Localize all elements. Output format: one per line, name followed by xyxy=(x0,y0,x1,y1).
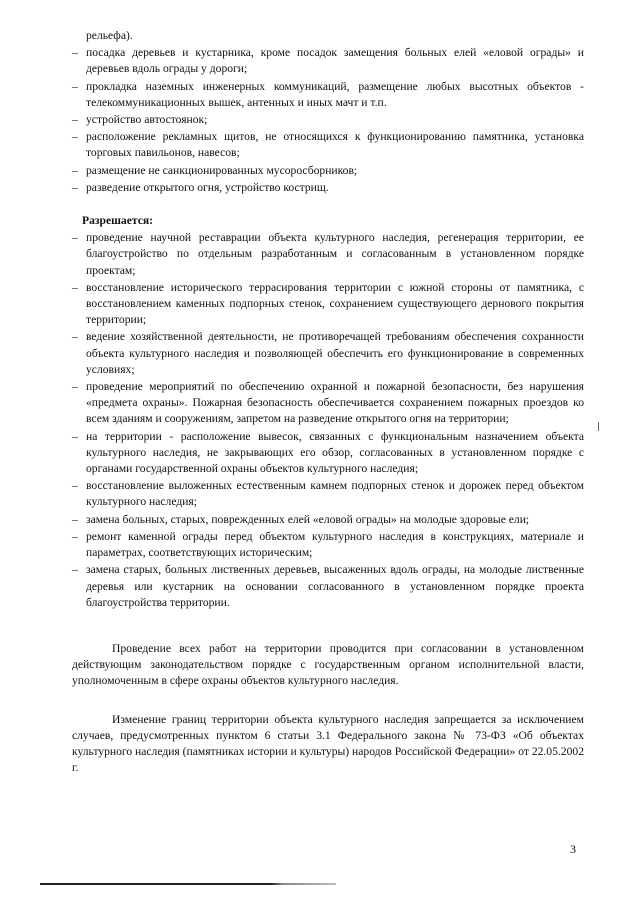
list-dash: – xyxy=(72,231,78,245)
list-dash: – xyxy=(72,113,78,127)
allowed-title: Разрешается: xyxy=(82,214,153,228)
list-dash: – xyxy=(72,280,78,294)
allowed-item xyxy=(72,429,584,478)
scan-artifact xyxy=(598,422,599,431)
list-dash: – xyxy=(72,479,78,493)
allowed-item-text: восстановление исторического террасирования территории с южной стороны от памятника, с восстановлением каменных подпорных стенок, сохранением существующего дернового покрытия территории; xyxy=(86,280,584,327)
prohibited-item xyxy=(72,45,584,77)
list-dash: – xyxy=(72,529,78,543)
list-dash: – xyxy=(72,563,78,577)
paragraph-approval: Проведение всех работ на территории проводится при согласовании в установленном действующим законодательством порядке с государственным органом исполнительной власти, уполномоченным в сфере охраны объектов культурного наследия. xyxy=(72,641,584,688)
prohibited-item-text: размещение не санкционированных мусоросборников; xyxy=(86,163,358,177)
allowed-item xyxy=(72,562,584,611)
prohibited-item-text: посадка деревьев и кустарника, кроме посадок замещения больных елей «еловой ограды» и деревьев вдоль ограды у дороги; xyxy=(86,46,584,76)
paragraph-boundaries: Изменение границ территории объекта культурного наследия запрещается за исключением случаев, предусмотренных пунктом 6 статьи 3.1 Федерального закона № 73-ФЗ «Об объектах культурного наследия (памятниках истории и культуры) народов Российской Федерации» от 22.05.2002 г. xyxy=(72,712,584,775)
continuation-text: рельефа). xyxy=(86,29,133,42)
allowed-item xyxy=(72,529,584,561)
list-dash: – xyxy=(72,429,78,443)
allowed-item xyxy=(72,280,584,329)
list-dash: – xyxy=(72,46,78,60)
page-number: 3 xyxy=(570,842,576,856)
allowed-item xyxy=(72,478,584,510)
prohibited-item-text: прокладка наземных инженерных коммуникаций, размещение любых высотных объектов - телекоммуникационных вышек, антенных и иных мачт и т.п. xyxy=(86,79,584,109)
prohibited-item xyxy=(72,112,584,128)
allowed-item xyxy=(72,329,584,378)
list-dash: – xyxy=(72,163,78,177)
allowed-item-text: замена старых, больных лиственных деревьев, высаженных вдоль ограды, на молодые лиственные деревья или кустарник на основании согласованного в установленном порядке проекта благоустройства территории. xyxy=(86,563,584,609)
allowed-item-text: замена больных, старых, поврежденных елей «еловой ограды» на молодые здоровые ели; xyxy=(86,512,530,526)
document-body xyxy=(72,28,584,776)
prohibited-item xyxy=(72,79,584,111)
prohibited-item xyxy=(72,180,584,196)
allowed-item xyxy=(72,512,584,528)
allowed-item xyxy=(72,379,584,428)
prohibited-item-text: устройство автостоянок; xyxy=(86,113,208,127)
list-dash: – xyxy=(72,380,78,394)
allowed-item-text: ведение хозяйственной деятельности, не противоречащей требованиям обеспечения сохранности объекта культурного наследия и позволяющей обеспечить его функционирование в современных условиях; xyxy=(86,330,584,376)
allowed-list xyxy=(72,230,584,611)
prohibited-item xyxy=(72,163,584,179)
prohibited-item xyxy=(72,129,584,161)
prohibited-list xyxy=(72,45,584,196)
allowed-item-text: проведение научной реставрации объекта культурного наследия, регенерация территории, ее благоустройство по отдельным разработанным и согласованным в установленном порядке проектам; xyxy=(86,231,584,277)
list-dash: – xyxy=(72,180,78,194)
footer-rule xyxy=(40,883,336,885)
list-dash: – xyxy=(72,79,78,93)
allowed-item-text: ремонт каменной ограды перед объектом культурного наследия в конструкциях, материале и параметрах, соответствующих историческим; xyxy=(86,529,584,560)
list-dash: – xyxy=(72,512,78,526)
allowed-item-text: на территории - расположение вывесок, связанных с функциональным назначением объекта культурного наследия, не закрывающих его обзор, согласованных в установленном порядке с органами государственной охраны объектов культурного наследия; xyxy=(86,429,584,476)
list-dash: – xyxy=(72,330,78,344)
allowed-item xyxy=(72,230,584,279)
allowed-item-text: проведение мероприятий по обеспечению охранной и пожарной безопасности, без нарушения «предмета охраны». Пожарная безопасность обеспечивается сохранением пожарных проездов ко всем зданиям и сооружениям, запретом на разведение открытого огня на территории; xyxy=(86,380,584,426)
allowed-item-text: восстановление выложенных естественным камнем подпорных стенок и дорожек перед объектом культурного наследия; xyxy=(86,479,584,509)
prohibited-item-text: расположение рекламных щитов, не относящихся к функционированию памятника, установка торговых павильонов, навесов; xyxy=(86,130,584,160)
list-dash: – xyxy=(72,130,78,144)
prohibited-item-text: разведение открытого огня, устройство кострищ. xyxy=(86,180,329,194)
